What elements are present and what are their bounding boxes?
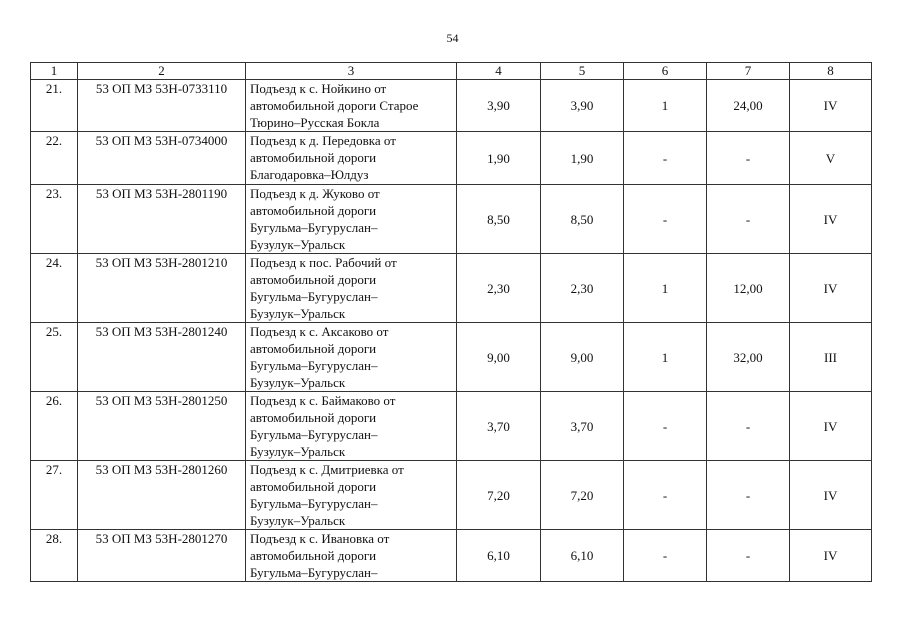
value-cell-col6: - (624, 185, 707, 254)
value-cell-col4: 2,30 (457, 254, 541, 323)
road-registry-table (30, 62, 872, 582)
value-cell-col5: 3,90 (541, 80, 624, 132)
category-cell: IV (790, 185, 872, 254)
road-id-cell: 53 ОП МЗ 53Н-2801190 (78, 185, 246, 254)
value-cell-col6: 1 (624, 254, 707, 323)
value-cell-col7: 32,00 (707, 323, 790, 392)
row-number-cell: 24. (31, 254, 78, 323)
road-name-cell (246, 530, 457, 582)
value-cell-col6: - (624, 461, 707, 530)
header-cell: 7 (707, 63, 790, 80)
header-cell: 4 (457, 63, 541, 80)
row-number-cell: 28. (31, 530, 78, 582)
value-cell-col7: 12,00 (707, 254, 790, 323)
category-cell: IV (790, 254, 872, 323)
value-cell-col6: 1 (624, 80, 707, 132)
table-row (31, 461, 872, 530)
table-row (31, 254, 872, 323)
road-name-line: Бугульма–Бугуруслан– (250, 358, 378, 373)
value-cell-col5: 8,50 (541, 185, 624, 254)
row-number-cell: 21. (31, 80, 78, 132)
value-cell-col5: 6,10 (541, 530, 624, 582)
category-cell: V (790, 132, 872, 185)
value-cell-col5: 1,90 (541, 132, 624, 185)
table-row (31, 530, 872, 582)
road-name-line: автомобильной дороги Старое (250, 98, 419, 113)
road-name-line: Подъезд к с. Баймаково от (250, 393, 396, 408)
value-cell-col6: 1 (624, 323, 707, 392)
value-cell-col4: 6,10 (457, 530, 541, 582)
category-cell: IV (790, 80, 872, 132)
table-row (31, 80, 872, 132)
road-name-line: Бугульма–Бугуруслан– (250, 220, 378, 235)
value-cell-col4: 3,90 (457, 80, 541, 132)
road-name-line: автомобильной дороги (250, 203, 377, 218)
road-name-line: Бузулук–Уральск (250, 444, 346, 459)
header-cell: 5 (541, 63, 624, 80)
road-id-cell: 53 ОП МЗ 53Н-0734000 (78, 132, 246, 185)
road-name-line: автомобильной дороги (250, 341, 377, 356)
table-row (31, 323, 872, 392)
value-cell-col5: 9,00 (541, 323, 624, 392)
road-name-line: Бугульма–Бугуруслан– (250, 565, 378, 580)
header-cell: 2 (78, 63, 246, 80)
road-name-line: автомобильной дороги (250, 150, 377, 165)
road-name-cell (246, 392, 457, 461)
road-name-cell (246, 185, 457, 254)
row-number-cell: 23. (31, 185, 78, 254)
category-cell: IV (790, 530, 872, 582)
road-name-line: Бугульма–Бугуруслан– (250, 289, 378, 304)
road-name-line: Подъезд к с. Нойкино от (250, 81, 387, 96)
value-cell-col5: 3,70 (541, 392, 624, 461)
header-cell: 1 (31, 63, 78, 80)
road-name-line: Подъезд к д. Передовка от (250, 133, 396, 148)
value-cell-col7: - (707, 530, 790, 582)
road-name-line: Подъезд к пос. Рабочий от (250, 255, 397, 270)
road-id-cell: 53 ОП МЗ 53Н-0733110 (78, 80, 246, 132)
table-row (31, 132, 872, 185)
row-number-cell: 27. (31, 461, 78, 530)
value-cell-col4: 8,50 (457, 185, 541, 254)
value-cell-col7: - (707, 392, 790, 461)
category-cell: IV (790, 461, 872, 530)
value-cell-col7: - (707, 132, 790, 185)
row-number-cell: 22. (31, 132, 78, 185)
header-cell: 8 (790, 63, 872, 80)
road-id-cell: 53 ОП МЗ 53Н-2801210 (78, 254, 246, 323)
road-name-cell (246, 323, 457, 392)
table-row (31, 185, 872, 254)
road-name-cell (246, 254, 457, 323)
page-number: 54 (446, 31, 459, 45)
value-cell-col4: 1,90 (457, 132, 541, 185)
road-name-line: автомобильной дороги (250, 272, 377, 287)
road-name-line: Подъезд к с. Дмитриевка от (250, 462, 404, 477)
road-name-line: Подъезд к с. Ивановка от (250, 531, 390, 546)
road-id-cell: 53 ОП МЗ 53Н-2801250 (78, 392, 246, 461)
category-cell: IV (790, 392, 872, 461)
column-number-header-row (31, 63, 872, 80)
row-number-cell: 26. (31, 392, 78, 461)
road-name-line: автомобильной дороги (250, 548, 377, 563)
road-name-line: Подъезд к с. Аксаково от (250, 324, 389, 339)
road-name-line: Бузулук–Уральск (250, 375, 346, 390)
road-name-line: Подъезд к д. Жуково от (250, 186, 380, 201)
road-name-line: Бузулук–Уральск (250, 237, 346, 252)
table-row (31, 392, 872, 461)
row-number-cell: 25. (31, 323, 78, 392)
road-name-line: Тюрино–Русская Бокла (250, 115, 380, 130)
road-name-cell (246, 80, 457, 132)
road-name-line: Бугульма–Бугуруслан– (250, 496, 378, 511)
road-name-cell (246, 132, 457, 185)
header-cell: 3 (246, 63, 457, 80)
road-id-cell: 53 ОП МЗ 53Н-2801260 (78, 461, 246, 530)
value-cell-col7: - (707, 461, 790, 530)
value-cell-col5: 2,30 (541, 254, 624, 323)
road-name-line: Благодаровка–Юлдуз (250, 167, 369, 182)
value-cell-col4: 3,70 (457, 392, 541, 461)
value-cell-col6: - (624, 530, 707, 582)
road-name-line: автомобильной дороги (250, 410, 377, 425)
category-cell: III (790, 323, 872, 392)
value-cell-col5: 7,20 (541, 461, 624, 530)
value-cell-col7: - (707, 185, 790, 254)
value-cell-col4: 9,00 (457, 323, 541, 392)
value-cell-col6: - (624, 392, 707, 461)
road-name-cell (246, 461, 457, 530)
value-cell-col4: 7,20 (457, 461, 541, 530)
road-id-cell: 53 ОП МЗ 53Н-2801240 (78, 323, 246, 392)
road-name-line: Бугульма–Бугуруслан– (250, 427, 378, 442)
value-cell-col7: 24,00 (707, 80, 790, 132)
road-name-line: Бузулук–Уральск (250, 306, 346, 321)
road-name-line: Бузулук–Уральск (250, 513, 346, 528)
road-id-cell: 53 ОП МЗ 53Н-2801270 (78, 530, 246, 582)
road-name-line: автомобильной дороги (250, 479, 377, 494)
header-cell: 6 (624, 63, 707, 80)
value-cell-col6: - (624, 132, 707, 185)
